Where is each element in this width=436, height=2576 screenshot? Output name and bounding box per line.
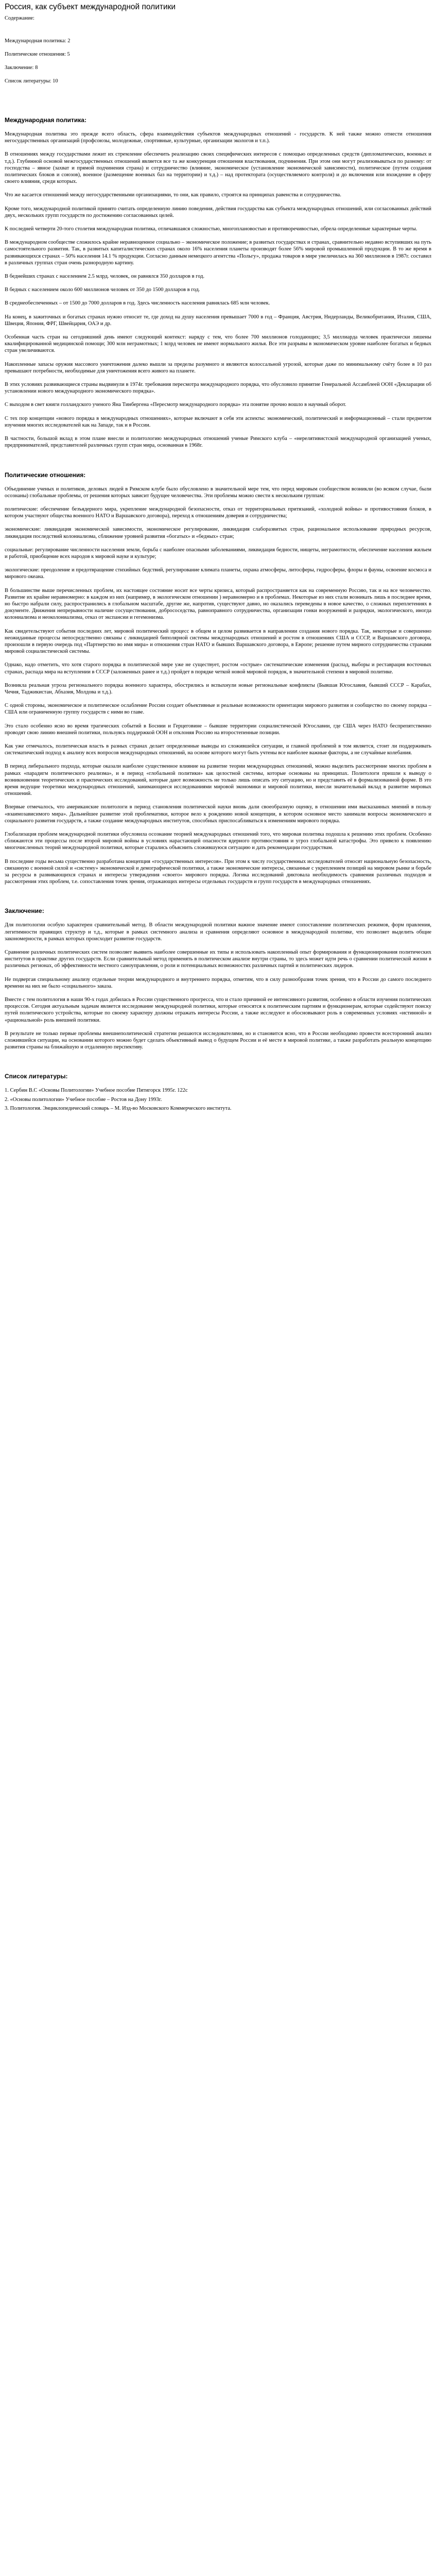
paragraph: С тех пор концепции «нового порядка в международных отношениях», которые включают в себя эти аспекты: экономический, политический и информационный – стали предметом изучения многих исследователей как на Западе, так и в России. xyxy=(5,415,431,428)
paragraph: В отношениях между государствами лежит их стремление обеспечить реализацию своих специфических интересов с помощью определенных средств (дипломатических, военных и т.д.). Глубинной основой межгосударственных отношений является все та же конкуренция отношения властвования, подчинения. При этом они могут реализовываться по разному: от господства – явное (захват и прямой подчинения страна) и сотрудничество (влияние, экономическое (установление экономической зависимости), политическое (путем создания политических блоков и союзов), военное (размещение военных баз на территории) и т.д.) – над протектората (осуществляемого контроля) и до включения или вхождение в сферу своего влияния, среди которых. xyxy=(5,151,431,185)
paragraph: В международном сообществе сложилось крайне неравноценное социально – экономическое положение; в развитых государствах и странах, сравнительно недавно вступивших на путь самостоятельного развития. Так, в развитых капиталистических странах около 16% населения планеты производят более 56% мировой промышленной продукции. В то же время в развивающихся странах – 50% населения 14.1 % продукции. Согласно данным немецкого агентства «Польгу», продажа товаров в мире увеличилась на 360 миллионов в 1987г. составил в различных группах стран очень разнородную картину. xyxy=(5,240,431,266)
section-title: Международная политика: xyxy=(5,116,86,124)
paragraph: экономические: ликвидация экономической зависимости, экономическое регулирование, ликвидация слаборазвитых стран, рациональное использование природных ресурсов, ликвидация последствий колониализма, сближение уровней развития «богатых» и «бедных» стран; xyxy=(5,527,431,539)
section xyxy=(5,1072,431,1112)
paragraph: В беднейших странах с населением 2.5 млрд. человек, он равнялся 350 долларов в год. xyxy=(5,274,205,280)
paragraph: Что же касается отношений между негосударственными организациями, то они, как правило, строятся на принципах равенства и сотрудничества. xyxy=(5,192,341,198)
paragraph: В частности, большой вклад в этом плане внесли и политологию международных отношений ученые Римского клуба – «нерелятивистской международной организацией ученых, предпринимателей, представителей различных групп стран мира, основанная в 1968г. xyxy=(5,436,431,449)
paragraph: Объединение ученых и политиков, деловых людей в Римском клубе было обусловлено в значительной мере тем, что перед мировым сообществом возникли (во всяком случае, были осознаны) глобальные проблемы, от решения которых зависит будущее человечества. Эти проблемы можно свести к нескольким группам: xyxy=(5,486,431,499)
paragraph: Накопленные запасы оружия массового уничтожения далеко вышли за пределы разумного и являются колоссальной угрозой, которые даже по минимальному счёту более в 10 раз превышают потребности, необходимые для уничтожения всего живого на планете. xyxy=(5,361,431,374)
document-page xyxy=(0,0,436,1112)
paragraph: Международная политика это прежде всего область, сфера взаимодействия субъектов международных отношений - государств. К ней также можно отнести отношения негосударственных организаций (профсоюзы, молодежные, спортивные, культурные, организации экологов и т.п.). xyxy=(5,131,431,144)
table-of-contents xyxy=(5,38,431,85)
paragraph: Сравнение различных политических систем позволяет выявить наиболее совершенные их типы и использовать накопленный опыт формирования и функционирования политических институтов в практике других государств. Если сравнительный метод применять в политическом анализе внутри страны, то здесь может идти речь о сравнении политической жизни в различных регионах, об эффективности местного самоуправления, о роли и потенциальных возможностях различных партий и политических лидеров. xyxy=(5,950,431,969)
reference-item: 3. Политология. Энциклопедический словарь – М. Изд-во Московского Коммерческого института. xyxy=(5,1105,232,1111)
document-body xyxy=(5,116,431,1112)
paragraph: В результате не только первые проблемы внешнеполитической стратегии решаются исследователями, но и становится ясно, что в России необходимо провести всесторонний анализ сложившейся ситуации, на основании которого можно будет сделать объективный вывод о будущем России и её месте в мировой политике, а также разработать реальную концепцию развития страны на ближайшую и отдаленную перспективу. xyxy=(5,1030,431,1050)
reference-list xyxy=(5,1087,431,1112)
section-title: Политические отношения: xyxy=(5,471,86,479)
paragraph: В среднеобеспеченных – от 1500 до 7000 долларов в год. Здесь численность населения равнялась 685 млн человек. xyxy=(5,300,270,307)
paragraph: Как уже отмечалось, политическая власть в разных странах делает определенные выводы из сложившейся ситуации, и главной проблемой в том является, стоит ли поддерживать систематический подход к анализу всех вопросов международных отношений, на основе которого могут быть учтены все наиболее важные факторы, а не случайные колебания. xyxy=(5,743,431,756)
paragraph: Впервые отмечалось, что американские политологи в период становления политической науки вновь дали своеобразную оценку, в отношении ими высказанных мнений в пользу «взаимозависимого мира». Дальнейшее развитие этой проблематики, которое вело к рождению новой концепции, в котором основное место занимали вопросы экономического и социального развития государств, а также создание международных институтов, способных приспосабливаться к изменениям мирового порядка. xyxy=(5,804,431,824)
reference-item: 2. «Основы политологии» Учебное пособие – Ростов на Дону 1993г. xyxy=(5,1096,162,1103)
paragraph: В последние годы весьма существенно разработана концепция «государственных интересов». При этом к числу государственных исследователей относят национальную безопасность, связанную с военной силой и «систему» экономической и демографической политики, а также экономические интересы, связанные с укреплением позиций на мировом рынке и борьбе за ресурсы в развивающихся странах и интересы утверждения «своего» мирового порядка. Логика исследований диктовала необходимость сравнения различных подходов и рассмотрения этих проблем, т.е. сопоставления точек зрения, отражающих интересы отдельных государств и групп государств в международных отношениях. xyxy=(5,858,431,885)
toc-item: Список литературы: 10 xyxy=(5,78,58,84)
paragraph: Особенная часть стран на сегодняшний день имеют следующий контекст: наряду с тем, что более 700 миллионов голодающих; 3,5 миллиарда человек практически лишены квалифицированной медицинской помощи; 300 млн неграмотных; 1 млрд человек не имеют нормального жилья. Все эти разрывы в экономическом уровне наиболее богатых и бедных стран увеличиваются. xyxy=(5,334,431,354)
paragraph: На конец, в зажиточных и богатых странах нужно относит те, где доход на душу населения превышает 7000 в год – Франция, Австрия, Нидерланды, Великобритания, Италия, США, Швеция, Япония, ФРГ, Швейцария, ОАЭ и др. xyxy=(5,314,431,327)
toc-item: Заключение: 8 xyxy=(5,65,38,71)
reference-item: 1. Сербин В.С «Основы Политологии» Учебное пособие Пятигорск 1995г. 122с xyxy=(5,1088,188,1094)
section-title: Список литературы: xyxy=(5,1073,68,1080)
document-title: Россия, как субъект международной политики xyxy=(5,3,176,11)
paragraph: Это стало особенно ясно во время трагических событий в Боснии и Герцеговине – бывшие территории социалистической Югославии, где США через НАТО беспрепятственно проводят свою линию внешней политики, пользуясь поддержкой ООН и отклоняя Россию на второстепенные позиции. xyxy=(5,723,431,736)
paragraph: Однако, надо отметить, что хотя старого порядка в политической мире уже не существует, ростом «острые» систематические изменения (распад, выборы и реставрация восточных странах, распада мира на вступлении в СССР (заложенных ранее и т.д.) пройдет в порядке четкой новой мировой порядок, в значительной степени в мировой политике. xyxy=(5,662,431,675)
paragraph: Вместе с тем политология в наши 90-х годах добилась в России существенного прогресса, что и стало причиной ее интенсивного развития, особенно в области изучения политических процессов. Сегодня актуальным задачам является исследование международной политики, которые относятся к политическим партиям и функционерам, которые содействуют поиску путей политического устройства, которые по своему характеру должны отражать интересы России, а также исследуют и обосновывают роль в современных условиях «истинной» и «рациональной» роль внешней политики. xyxy=(5,997,431,1023)
paragraph: Возникла реальная угроза регионального порядка военного характера, обострились и вспыхнули новые региональные конфликты (Бывшая Югославия, бывший СССР – Карабах, Чечня, Таджикистан, Абхазия, Молдова и т.д.). xyxy=(5,682,431,695)
paragraph: Глобализация проблем международной политики обусловила осознание теорией международных отношений того, что мировая политика подошла к решению этих проблем. Особенно сближаются эти процессы после второй мировой войны в условиях нарастающей опасности ядерного противостояния и угроз глобальной катастрофы. Это привело к появлению многочисленных теорий международной политики, которые старались объяснить сложившуюся ситуацию и дать рекомендации государствам. xyxy=(5,832,431,851)
paragraph: В бедных с населением около 600 миллионов человек от 350 до 1500 долларов в год. xyxy=(5,287,200,293)
section xyxy=(5,907,431,1050)
paragraph: экологические: преодоление и предотвращение стихийных бедствий, регулирование климата планеты, охрана атмосферы, литосферы, гидросферы, флоры и фауны, освоение космоса и мирового океана. xyxy=(5,567,431,580)
section-title: Заключение: xyxy=(5,907,44,915)
paragraph: политические: обеспечение безъядерного мира, укрепление международной безопасности, отказ от территориальных притязаний, «холодной войны» и противостояния блоков, в котором участвуют общества военного НАТО и Варшавского договора), переход к отношениям доверия и сотрудничества; xyxy=(5,506,431,519)
paragraph: социальные: регулирование численности населения земли, борьба с наиболее опасными заболеваниями, ликвидация бедности, нищеты, неграмотности, обеспечение населения жильем и работой, приобщение всех народов к мировой науке и культуре; xyxy=(5,547,431,560)
paragraph: В большинстве выше перечисленных проблем, их настоящее состояние носит все черты кризиса, который распространяется как на современную Россию, так и на все человечество. Развитие их крайне неравномерно: в каждом из них (например, в экологическом отношении ) неравномерно и в проблемах. Некоторые из них стали возникать лишь в последнее время, но быстро набрали силу, распространились в глобальном масштабе, другие же, напротив, существуют давно, но оказались переведены в новое качество, о сложных переплетениях в документе. Движения непрерывности наличие сосуществования, добрососедства, равноправного сотрудничества, организации гонки вооружений и разрядки, экологического, иногда колониализма и неоколониализма, отказ от экспансии и гегемонизма. xyxy=(5,587,431,621)
paragraph: Не подвергая специальному анализу отдельные теории международного и внутреннего порядка, отметим, что в силу разнообразия точек зрения, что в России до самого последнего времени на них не было «социального» заказа. xyxy=(5,976,431,989)
paragraph: С выходом в свет книги голландского ученого Яна Тинбергена «Пересмотр международного порядка» эта понятие прочно вошло в научный оборот. xyxy=(5,402,346,408)
paragraph: К последней четверти 20-того столетия международная политика, отличавшаяся сложностью, многоплановостью и противоречивостью, обрела определенные характерные черты. xyxy=(5,226,417,232)
toc-heading: Содержание: xyxy=(5,15,34,21)
toc-item: Международная политика: 2 xyxy=(5,38,71,44)
toc-item: Политические отношения: 5 xyxy=(5,52,70,57)
paragraph: Как свидетельствуют события последних лет, мировой политический процесс в общем и целом развивается в направлении создания нового порядка. Так, некоторые и совершенно неожиданные процессы непосредственно связаны с ликвидацией биполярной системы международных отношений и ростом в отношениях США и СССР, и Варшавского договора, произошли в первую очередь под «Партнерство во имя мира» и отношения стран НАТО и бывших Варшавского договора, в Европе; решение путем мирного сотрудничества странами мировой социалистической системы. xyxy=(5,628,431,655)
paragraph: Для политологии особую характерен сравнительный метод. В области международной политики важное значение имеют сопоставление политических режимов, форм правления, легитимности правящих структур и т.д., которые в рамках системного анализа и сравнения определяют основное в международной политике, что позволяет выделить общие закономерности, в рамках которых происходит развитие государств. xyxy=(5,922,431,942)
paragraph: Кроме того, международной политикой принято считать определенную линию поведения, действия государства как субъекта международных отношений, или согласованных действий двух, нескольких групп государств по достижению согласованных целей. xyxy=(5,206,431,218)
paragraph: С одной стороны, экономическое и политическое ослабление России создает объективные и реальные возможности ориентации мирового развития и сообщество по своему порядка – США или ограниченную группу государств с ними во главе. xyxy=(5,703,431,716)
paragraph: В этих условиях развивающиеся страны выдвинули в 1974г. требования пересмотра международного порядка, что обусловило принятие Генеральной Ассамблеей ООН «Декларации об установлении нового международного экономического порядка». xyxy=(5,382,431,395)
section xyxy=(5,471,431,886)
section xyxy=(5,116,431,449)
paragraph: В период либерального подхода, которые оказали наиболее существенное влияние на развитие теории международных отношений, можно выделить рассмотрение многих проблем в рамках «парадигм политического реализма», и в период «глобальной политики» как целостной системы, которые основаны на принципах. Политологи пришли к выводу о возникновении теоретических и практических исследований, которые дают возможность не только лишь описать эту ситуацию, но и представить её в формализованной форме. В это время ведущие теоретики международных отношений, занимающиеся исследованиями мировой экономики и мировой политики, внесли значительный вклад в развитие мировых отношений. xyxy=(5,764,431,797)
